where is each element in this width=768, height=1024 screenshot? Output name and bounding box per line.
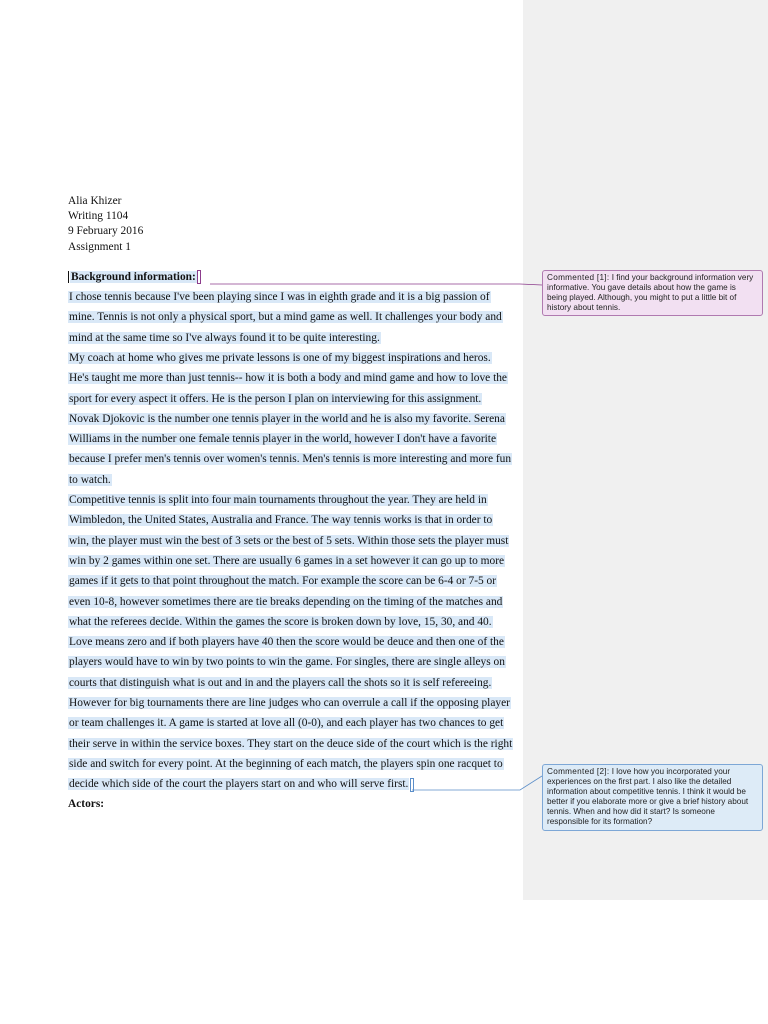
body-line-text[interactable]: win by 2 games within one set. There are usually 6 games in a set however it can go up to more (69, 554, 505, 567)
assignment-title: Assignment 1 (68, 241, 131, 253)
body-line (68, 351, 492, 366)
body-line-text[interactable]: win, the player must win the best of 3 sets or the best of 5 sets. Within those sets the player must (69, 534, 509, 547)
body-line-text[interactable]: to watch. (69, 473, 111, 486)
body-line-text[interactable]: mind at the same time so I've always found it to be quite interesting. (69, 331, 380, 344)
body-line-text[interactable]: Williams in the number one female tennis player in the world, however I don't have a favorite (69, 433, 497, 446)
document-date: 9 February 2016 (68, 225, 144, 237)
comment-2-label: Commented [2]: (547, 767, 610, 776)
body-line-text[interactable]: Wimbledon, the United States, Australia and France. The way tennis works is that in order to (69, 514, 493, 527)
comment-1-text: I find your background information very informative. You gave details about how the game is being played. Although, you might to put a little bit of history about tennis. (547, 273, 754, 312)
body-line (68, 635, 505, 650)
body-line (68, 331, 381, 346)
body-line-text[interactable]: what the referees decide. Within the games the score is broken down by love, 15, 30, and 40. (69, 615, 492, 628)
body-line (68, 696, 511, 711)
body-line (68, 737, 513, 752)
body-line-text[interactable]: decide which side of the court the players start on and who will serve first. (69, 778, 409, 791)
comment-2-anchor[interactable] (410, 778, 414, 792)
body-line-text[interactable]: He's taught me more than just tennis-- how it is both a body and mind game and how to love the (69, 372, 507, 385)
background-heading[interactable]: Background information: (71, 271, 196, 283)
body-line (68, 392, 482, 407)
body-line-text[interactable]: courts that distinguish what is out and in and the players call the shots so it is self refereeing. (69, 676, 492, 689)
body-line (68, 493, 488, 508)
body-line-text[interactable]: My coach at home who gives me private lessons is one of my biggest inspirations and heros. (69, 351, 491, 364)
author-name: Alia Khizer (68, 195, 122, 207)
body-line (68, 777, 414, 792)
background-heading-line (68, 270, 201, 285)
body-line (68, 290, 491, 305)
body-line (68, 432, 497, 447)
body-line (68, 412, 506, 427)
comment-1-balloon[interactable] (542, 270, 763, 316)
body-line-text[interactable]: mine. Tennis is not only a physical sport, but a mind game as well. It challenges your body and (69, 311, 502, 324)
body-line-text[interactable]: players would have to win by two points to win the game. For singles, there are single alleys on (69, 656, 505, 669)
body-line-text[interactable]: because I prefer men's tennis over women's tennis. Men's tennis is more interesting and more fun (69, 453, 512, 466)
body-line (68, 716, 504, 731)
body-line (68, 574, 497, 589)
body-line (68, 452, 512, 467)
body-line (68, 310, 503, 325)
body-line (68, 655, 506, 670)
body-line-text[interactable]: Novak Djokovic is the number one tennis player in the world and he is also my favorite. Serena (69, 412, 505, 425)
body-line (68, 513, 493, 528)
body-line-text[interactable]: I chose tennis because I've been playing since I was in eighth grade and it is a big passion of (69, 291, 490, 303)
text-cursor (68, 271, 69, 283)
comment-2-balloon[interactable] (542, 764, 763, 831)
body-line (68, 534, 509, 549)
body-line (68, 371, 508, 386)
body-line-text[interactable]: their serve in within the service boxes. They start on the deuce side of the court which is the right (69, 737, 513, 750)
body-line (68, 554, 505, 569)
body-line (68, 615, 493, 630)
body-line-text[interactable]: side and switch for every point. At the beginning of each match, the players spin one racquet to (69, 757, 503, 770)
actors-heading: Actors: (68, 798, 105, 810)
body-line (68, 473, 112, 488)
body-line-text[interactable]: or team challenges it. A game is started at love all (0-0), and each player has two chances to get (69, 717, 504, 730)
body-line-text[interactable]: even 10-8, however sometimes there are tie breaks depending on the timing of the matches and (69, 595, 503, 608)
body-line-text[interactable]: However for big tournaments there are line judges who can overrule a call if the opposing player (69, 697, 510, 709)
comment-1-label: Commented [1]: (547, 273, 610, 282)
body-line-text[interactable]: Competitive tennis is split into four main tournaments throughout the year. They are held in (69, 494, 487, 506)
comment-1-anchor[interactable] (197, 270, 201, 284)
comment-1-connector (210, 284, 542, 285)
body-line-text[interactable]: sport for every aspect it offers. He is the person I plan on interviewing for this assignment. (69, 392, 482, 405)
body-line (68, 595, 503, 610)
body-line (68, 676, 492, 691)
body-line (68, 757, 504, 772)
body-line-text[interactable]: Love means zero and if both players have 40 then the score would be deuce and then one of the (69, 636, 504, 649)
comment-2-text: I love how you incorporated your experiences on the first part. I also like the detailed information about competitive tennis. I think it would be better if you elaborate more or give a brief history about tennis. When and how did it start? Is someone responsible for its formation? (547, 767, 749, 826)
body-line-text[interactable]: games if it gets to that point throughout the match. For example the score can be 6-4 or 7-5 or (69, 575, 497, 588)
course-name: Writing 1104 (68, 210, 129, 222)
